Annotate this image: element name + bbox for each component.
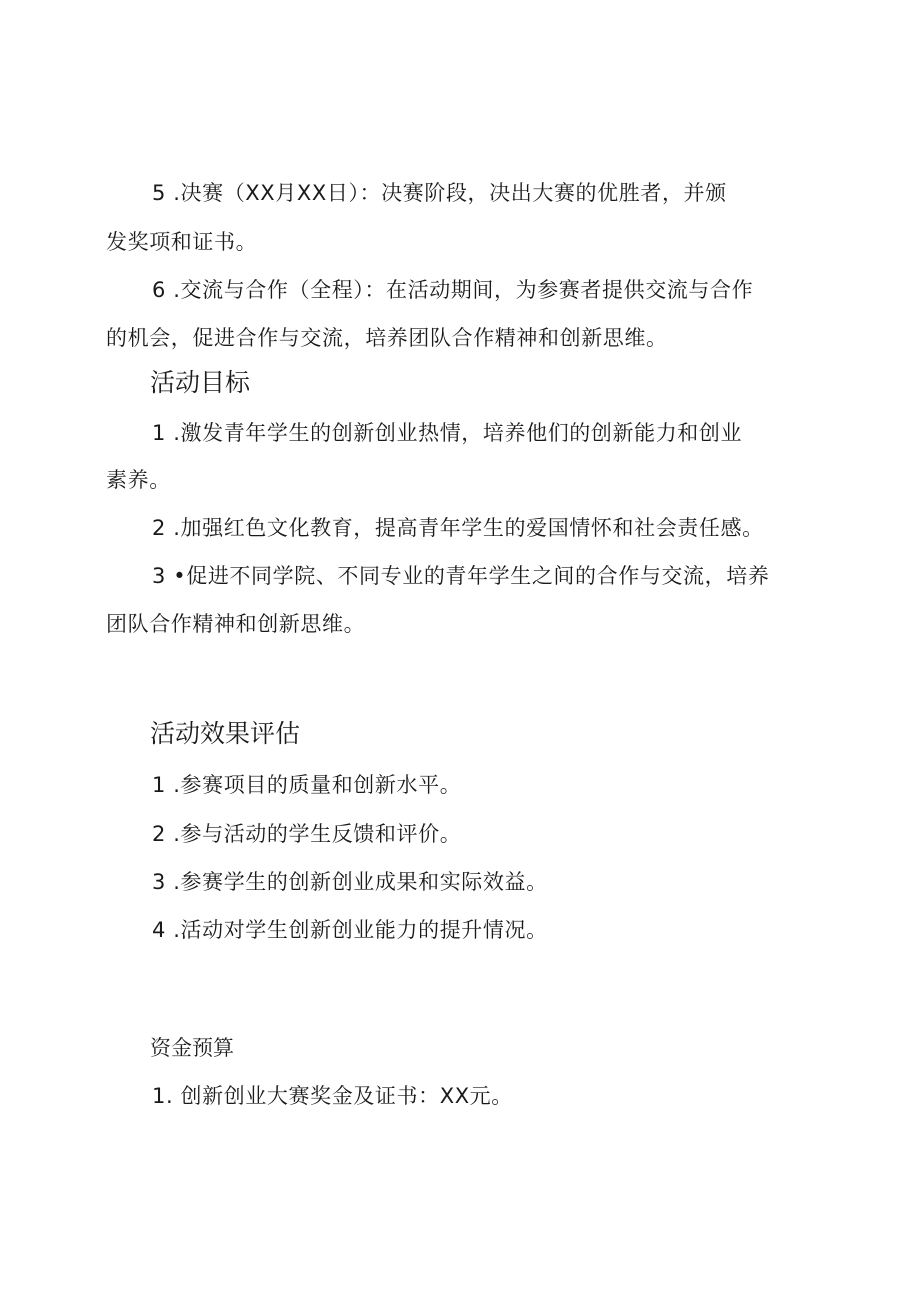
evaluation-item-3: 3 .参赛学生的创新创业成果和实际效益。	[152, 870, 548, 894]
evaluation-item-1: 1 .参赛项目的质量和创新水平。	[152, 773, 462, 797]
goal-item-3-line-2: 团队合作精神和创新思维。	[106, 612, 366, 636]
schedule-item-6-line-1: 6 .交流与合作（全程）：在活动期间，为参赛者提供交流与合作	[152, 278, 754, 302]
goal-item-3-line-1: 3 •促进不同学院、不同专业的青年学生之间的合作与交流，培养	[152, 564, 770, 588]
schedule-item-5-line-2: 发奖项和证书。	[106, 230, 258, 254]
goal-item-1-line-2: 素养。	[106, 468, 171, 492]
schedule-item-6-line-2: 的机会，促进合作与交流，培养团队合作精神和创新思维。	[106, 326, 668, 350]
evaluation-item-4: 4 .活动对学生创新创业能力的提升情况。	[152, 918, 548, 942]
evaluation-item-2: 2 .参与活动的学生反馈和评价。	[152, 822, 462, 846]
goal-item-2-line-1: 2 .加强红色文化教育，提高青年学生的爱国情怀和社会责任感。	[152, 516, 764, 540]
evaluation-heading: 活动效果评估	[150, 719, 301, 748]
budget-heading: 资金预算	[150, 1036, 234, 1060]
goals-heading: 活动目标	[150, 368, 251, 397]
schedule-item-5-line-1: 5 .决赛（XX月XX日）：决赛阶段，决出大赛的优胜者，并颁	[152, 181, 727, 205]
goal-item-1-line-1: 1 .激发青年学生的创新创业热情，培养他们的创新能力和创业	[152, 421, 743, 445]
budget-item-1: 1. 创新创业大赛奖金及证书：XX元。	[152, 1084, 513, 1108]
